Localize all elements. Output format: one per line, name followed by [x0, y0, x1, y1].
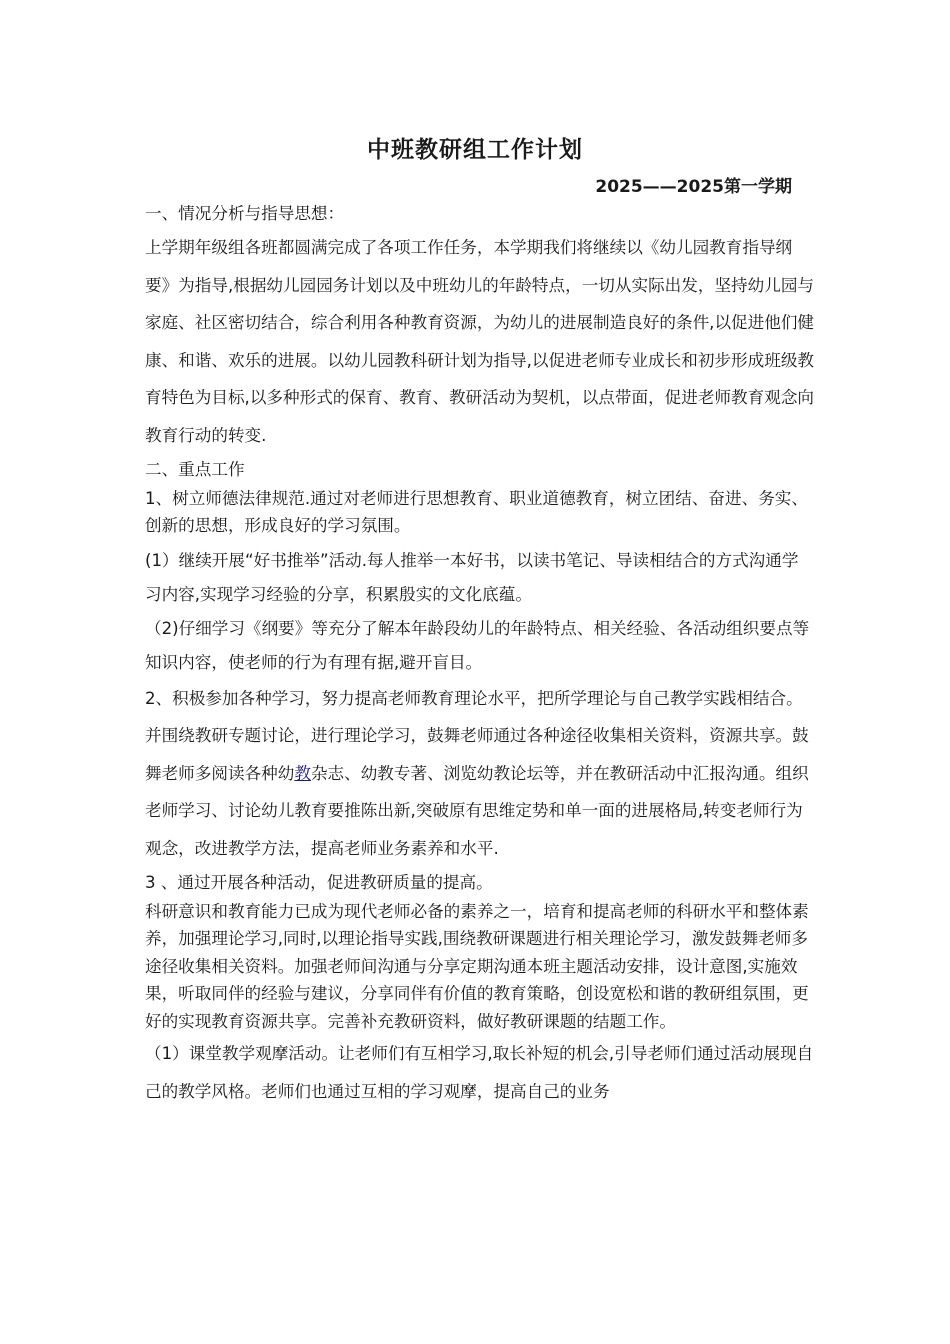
item-3-1: （1）课堂教学观摩活动。让老师们有互相学习,取长补短的机会,引导老师们通过活动展现自己的教学风格。老师们也通过互相的学习观摩，提高自己的业务 — [145, 1044, 814, 1101]
jiao-link[interactable]: 教 — [294, 763, 311, 783]
item-3: 3 、通过开展各种活动，促进教研质量的提高。 — [145, 872, 493, 892]
item-3-paragraph: 科研意识和教育能力已成为现代老师必备的素养之一，培育和提高老师的科研水平和整体素养，加强理论学习,同时,以理论指导实践,围绕教研课题进行相关理论学习，激发鼓舞老师多途径收集相关资料。加强老师间沟通与分享定期沟通本班主题活动安排，设计意图,实施效果，听取同伴的经验与建议，分享同伴有价值的教育策略，创设宽松和谐的教研组氛围，更好的实现教育资源共享。完善补充教研资料，做好教研课题的结题工作。 — [145, 901, 809, 1031]
item-2 — [145, 680, 815, 868]
section-1-paragraph: 上学期年级组各班都圆满完成了各项工作任务，本学期我们将继续以《幼儿园教育指导纲要》为指导,根据幼儿园园务计划以及中班幼儿的年龄特点，一切从实际出发，坚持幼儿园与家庭、社区密切结合，综合利用各种教育资源，为幼儿的进展制造良好的条件,以促进他们健康、和谐、欢乐的进展。以幼儿园教科研计划为指导,以促进老师专业成长和初步形成班级教育特色为目标,以多种形式的保育、教育、教研活动为契机，以点带面，促进老师教育观念向教育行动的转变. — [145, 238, 815, 445]
section-heading-2: 二、重点工作 — [145, 459, 245, 479]
item-1-2: （2)仔细学习《纲要》等充分了解本年龄段幼儿的年龄特点、相关经验、各活动组织要点等知识内容，使老师的行为有理有据,避开盲目。 — [145, 618, 810, 672]
item-1-1: (1）继续开展“好书推举”活动.每人推举一本好书，以读书笔记、导读相结合的方式沟通学习内容,实现学习经验的分享，积累殷实的文化底蕴。 — [145, 550, 799, 604]
section-heading-1: 一、情况分析与指导思想： — [145, 204, 345, 223]
item-2-text-a: 2、积极参加各种学习，努力提高老师教育理论水平，把所学理论与自己教学实践相结合。并围绕教研专题讨论，进行理论学习，鼓舞老师通过各种途径收集相关资料，资源共享。鼓舞老师多阅读各种幼 — [145, 688, 809, 783]
document-title: 中班教研组工作计划 — [367, 137, 583, 163]
item-1: 1、树立师德法律规范.通过对老师进行思想教育、职业道德教育，树立团结、奋进、务实、创新的思想，形成良好的学习氛围。 — [145, 488, 808, 536]
item-2-text-b: 杂志、幼教专著、浏览幼教论坛等，并在教研活动中汇报沟通。组织老师学习、讨论幼儿教育要推陈出新,突破原有思维定势和单一面的进展格局,转变老师行为观念，改进教学方法，提高老师业务素养和水平. — [145, 763, 809, 858]
semester-label: 2025——2025第一学期 — [595, 177, 792, 197]
document-body — [145, 199, 815, 1110]
